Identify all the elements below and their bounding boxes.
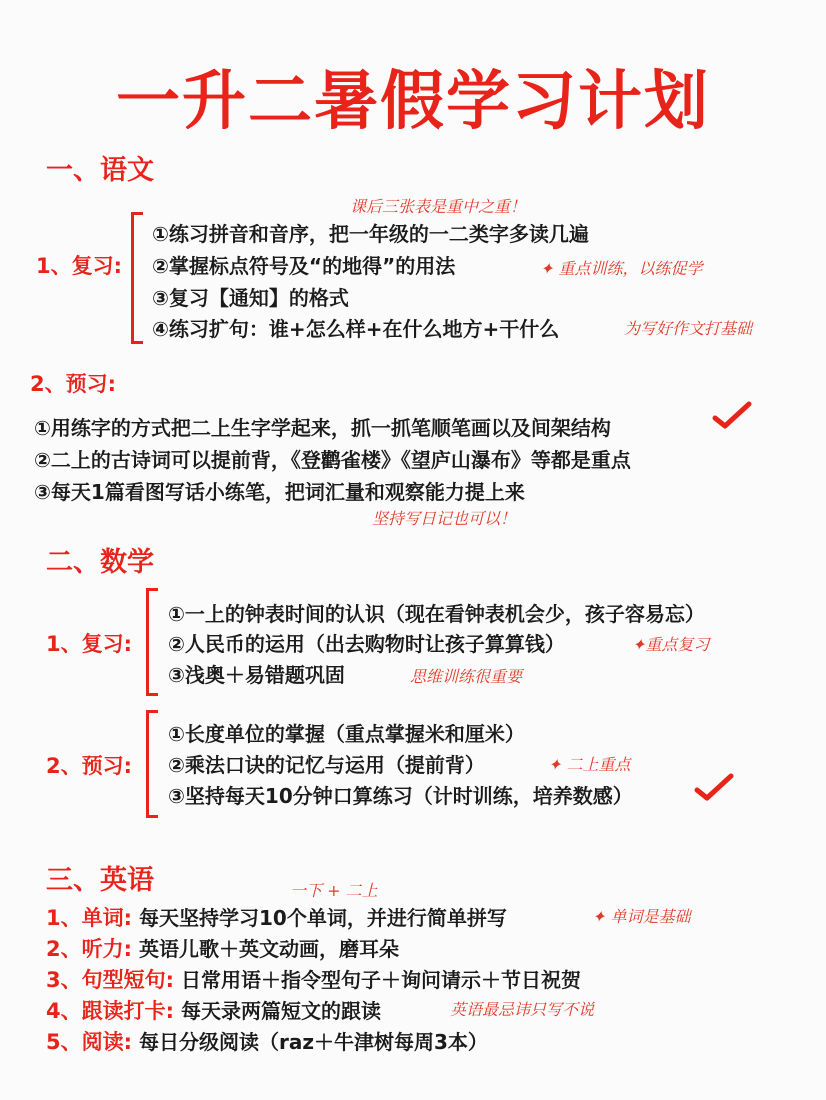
note-three-tables: 课后三张表是重中之重！ — [350, 197, 527, 216]
math-review-item-1: ①一上的钟表时间的认识（现在看钟表机会少，孩子容易忘） — [168, 602, 705, 626]
english-item-3-text: 日常用语＋指令型句子＋询问请示＋节日祝贺 — [180, 968, 581, 992]
chinese-preview-label: 2、预习: — [30, 372, 117, 396]
chinese-preview-item-1: ①用练字的方式把二上生字学起来，抓一抓笔顺笔画以及间架结构 — [34, 416, 611, 440]
note-key-training: ✦ 重点训练，以练促学 — [540, 259, 703, 278]
check-icon — [712, 400, 752, 432]
english-item-5-text: 每日分级阅读（raz＋牛津树每周3本） — [138, 1030, 488, 1054]
page-title: 一升二暑假学习计划 — [116, 65, 710, 139]
math-review-label: 1、复习: — [46, 632, 133, 656]
math-preview-item-3: ③坚持每天10分钟口算练习（计时训练，培养数感） — [168, 784, 633, 808]
math-review-item-2: ②人民币的运用（出去购物时让孩子算算钱） — [168, 632, 565, 656]
math-preview-label: 2、预习: — [46, 754, 133, 778]
math-preview-item-2: ②乘法口诀的记忆与运用（提前背） — [168, 753, 485, 777]
english-item-2-label: 2、听力: — [46, 937, 133, 961]
note-grade-range: 一下 + 二上 — [290, 881, 378, 900]
chinese-preview-item-2: ②二上的古诗词可以提前背，《登鹳雀楼》《望庐山瀑布》等都是重点 — [34, 448, 631, 472]
chinese-review-item-3: ③复习【通知】的格式 — [152, 286, 349, 310]
english-item-5-label: 5、阅读: — [46, 1030, 133, 1054]
chinese-review-label: 1、复习: — [36, 254, 123, 278]
math-preview-item-1: ①长度单位的掌握（重点掌握米和厘米） — [168, 722, 525, 746]
english-item-1-text: 每天坚持学习10个单词，并进行简单拼写 — [138, 906, 507, 930]
note-diary: 坚持写日记也可以！ — [372, 509, 517, 528]
math-review-item-3: ③浅奥＋易错题巩固 — [168, 663, 345, 687]
english-item-3-label: 3、句型短句: — [46, 968, 175, 992]
chinese-review-bracket — [131, 212, 143, 344]
section-heading-math: 二、数学 — [46, 547, 154, 578]
check-icon — [694, 772, 734, 804]
chinese-review-item-1: ①练习拼音和音序，把一年级的一二类字多读几遍 — [152, 222, 589, 246]
math-preview-bracket — [146, 710, 158, 818]
chinese-review-item-2: ②掌握标点符号及“的地得”的用法 — [152, 254, 456, 278]
english-item-2-text: 英语儿歌＋英文动画，磨耳朵 — [138, 937, 399, 961]
english-item-4-label: 4、跟读打卡: — [46, 999, 175, 1023]
note-key-review: ✦重点复习 — [632, 635, 710, 654]
chinese-preview-item-3: ③每天1篇看图写话小练笔，把词汇量和观察能力提上来 — [34, 480, 525, 504]
section-heading-english: 三、英语 — [46, 865, 154, 896]
chinese-review-item-4: ④练习扩句：谁+怎么样+在什么地方+干什么 — [152, 317, 560, 341]
note-words-basis: ✦ 单词是基础 — [592, 907, 691, 926]
section-heading-chinese: 一、语文 — [46, 155, 154, 186]
note-speak-not-only-write: 英语最忌讳只写不说 — [450, 1000, 595, 1019]
english-item-2 — [46, 933, 399, 963]
english-item-5 — [46, 1026, 488, 1056]
note-thinking-training: 思维训练很重要 — [410, 667, 523, 686]
note-writing-foundation: 为写好作文打基础 — [624, 319, 753, 338]
english-item-3 — [46, 964, 581, 994]
note-grade2-key: ✦ 二上重点 — [548, 755, 631, 774]
math-review-bracket — [146, 588, 158, 696]
english-item-1 — [46, 902, 507, 932]
english-item-1-label: 1、单词: — [46, 906, 133, 930]
english-item-4-text: 每天录两篇短文的跟读 — [180, 999, 381, 1023]
english-item-4 — [46, 995, 381, 1025]
